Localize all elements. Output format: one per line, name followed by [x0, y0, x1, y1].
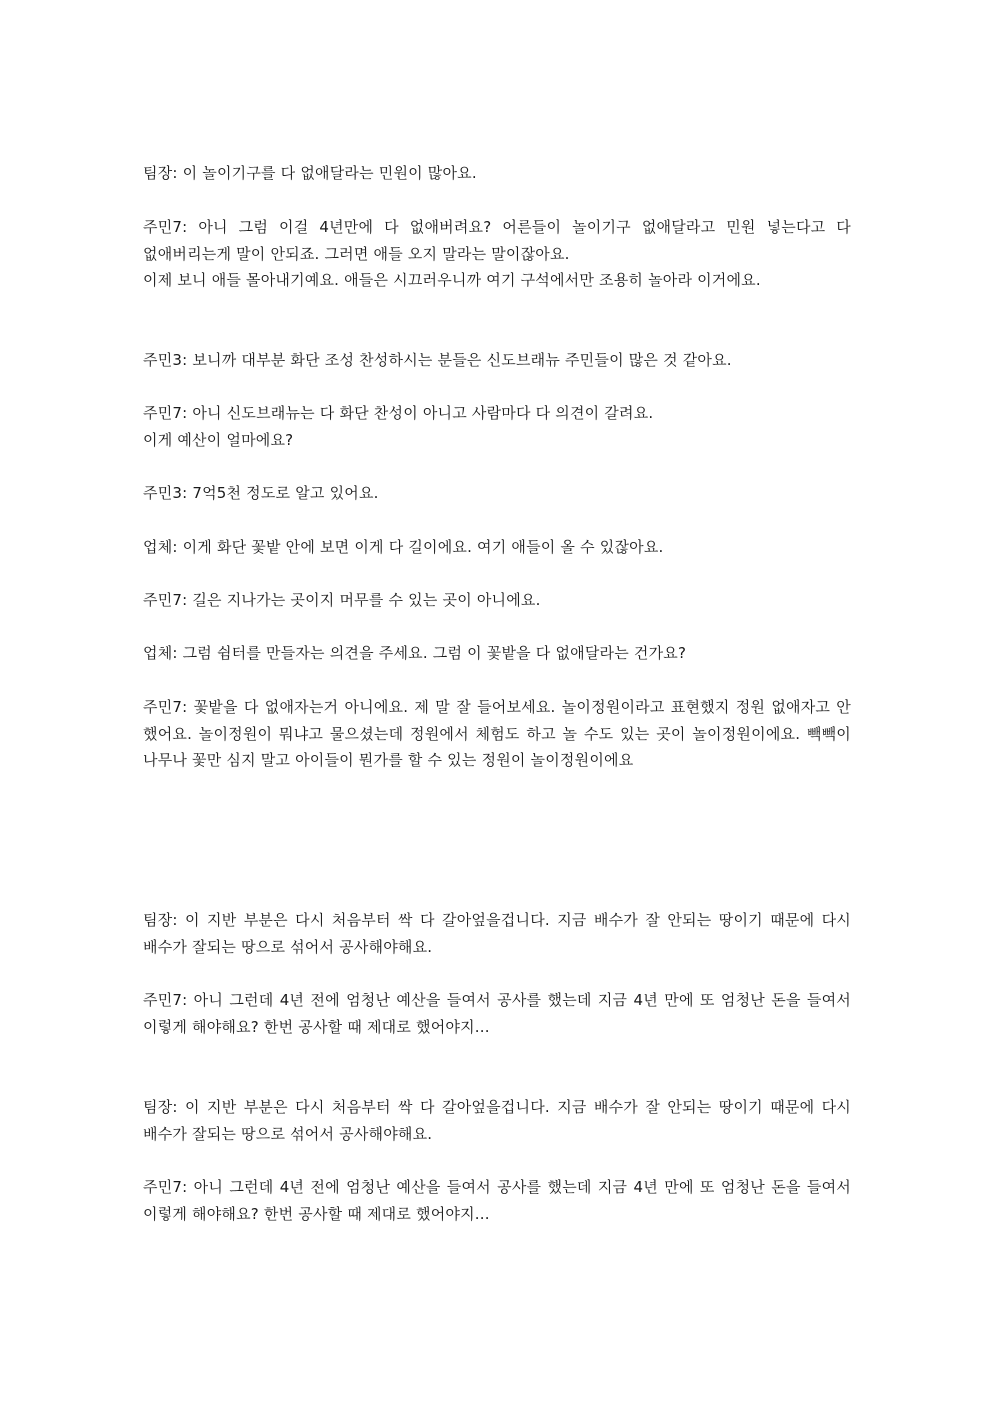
- paragraph-line: 이제 보니 애들 몰아내기예요. 애들은 시끄러우니까 여기 구석에서만 조용히 놀아라 이거에요.: [143, 271, 761, 289]
- paragraph-line: 팀장: 이 지반 부분은 다시 처음부터 싹 다 갈아엎을겁니다. 지금 배수가 잘 안되는 땅이기 때문에 다시 배수가 잘되는 땅으로 섞어서 공사해야해요.: [143, 911, 851, 956]
- paragraph-resident3-1: [143, 347, 851, 374]
- paragraph-team-lead-3: [143, 1094, 851, 1147]
- paragraph-line: 이게 예산이 얼마에요?: [143, 430, 294, 449]
- paragraph-vendor-1: [143, 534, 851, 561]
- paragraph-vendor-2: [143, 640, 851, 667]
- paragraph-line: 팀장: 이 놀이기구를 다 없애달라는 민원이 많아요.: [143, 164, 477, 182]
- paragraph-line: 주민7: 아니 신도브래뉴는 다 화단 찬성이 아니고 사람마다 다 의견이 갈려요.: [143, 404, 654, 422]
- paragraph-line: 주민7: 아니 그럼 이걸 4년만에 다 없애버려요? 어른들이 놀이기구 없애달라고 민원 넣는다고 다 없애버리는게 말이 안되죠. 그러면 애들 오지 말라는 말이잖아요.: [143, 218, 851, 263]
- paragraph-line: 주민3: 7억5천 정도로 알고 있어요.: [143, 484, 379, 502]
- paragraph-line: 업체: 그럼 쉼터를 만들자는 의견을 주세요. 그럼 이 꽃밭을 다 없애달라는 건가요?: [143, 644, 687, 662]
- paragraph-line: 주민7: 아니 그런데 4년 전에 엄청난 예산을 들여서 공사를 했는데 지금 4년 만에 또 엄청난 돈을 들여서 이렇게 해야해요? 한번 공사할 때 제대로 했어야지...: [143, 991, 851, 1036]
- paragraph-line: 주민7: 꽃밭을 다 없애자는거 아니에요. 제 말 잘 들어보세요. 놀이정원이라고 표현했지 정원 없애자고 안 했어요. 놀이정원이 뭐냐고 물으셨는데 정원에서 체험도 하고 놀 수도 있는 곳이 놀이정원이에요. 빽빽이 나무나 꽃만 심지 말고 아이들이 뭔가를 할 수 있는 정원이 놀이정원이에요: [143, 698, 851, 769]
- paragraph-resident7-1: [143, 214, 851, 294]
- paragraph-line: 주민3: 보니까 대부분 화단 조성 찬성하시는 분들은 신도브래뉴 주민들이 많은 것 같아요.: [143, 351, 732, 369]
- paragraph-line: 업체: 이게 화단 꽃밭 안에 보면 이게 다 길이에요. 여기 애들이 올 수 있잖아요.: [143, 538, 664, 556]
- paragraph-line: 주민7: 길은 지나가는 곳이지 머무를 수 있는 곳이 아니에요.: [143, 591, 541, 609]
- paragraph-resident7-6: [143, 1174, 851, 1227]
- paragraph-resident7-4: [143, 694, 851, 774]
- paragraph-line: 팀장: 이 지반 부분은 다시 처음부터 싹 다 갈아엎을겁니다. 지금 배수가 잘 안되는 땅이기 때문에 다시 배수가 잘되는 땅으로 섞어서 공사해야해요.: [143, 1098, 851, 1143]
- paragraph-resident7-3: [143, 587, 851, 614]
- paragraph-team-lead-2: [143, 907, 851, 960]
- paragraph-resident3-2: [143, 480, 851, 507]
- paragraph-line: 주민7: 아니 그런데 4년 전에 엄청난 예산을 들여서 공사를 했는데 지금 4년 만에 또 엄청난 돈을 들여서 이렇게 해야해요? 한번 공사할 때 제대로 했어야지...: [143, 1178, 851, 1223]
- paragraph-resident7-5: [143, 987, 851, 1040]
- paragraph-team-lead-1: [143, 160, 851, 187]
- paragraph-resident7-2: [143, 400, 851, 453]
